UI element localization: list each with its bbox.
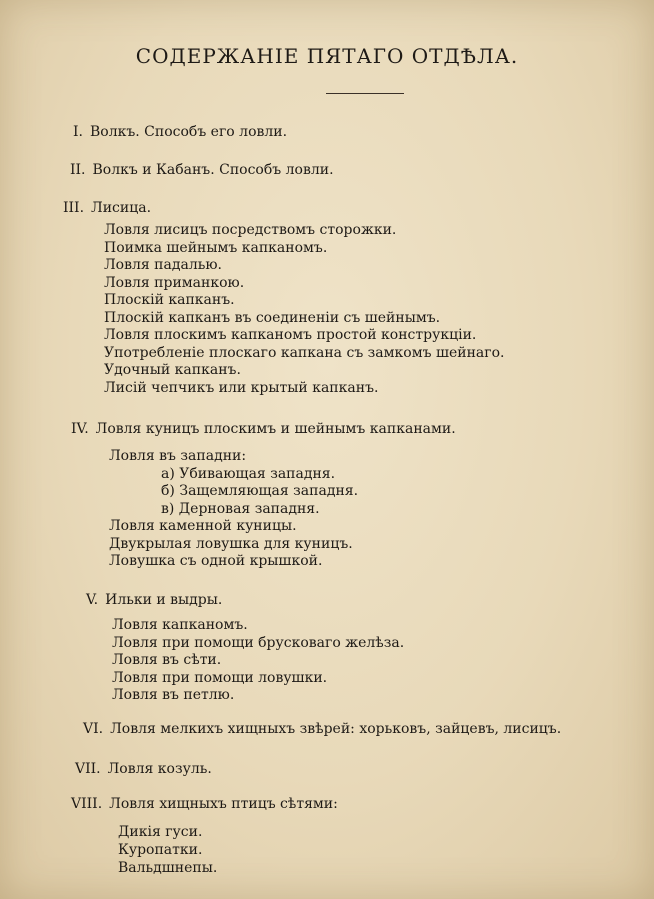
section-number: VIII.: [71, 796, 103, 812]
list-item: Ловля плоскимъ капканомъ простой конструкціи.: [104, 327, 477, 343]
list-item: Плоскій капканъ.: [104, 292, 235, 308]
section-number: VII.: [75, 761, 101, 777]
section-title: Ловля мелкихъ хищныхъ звѣрей: хорьковъ, зайцевъ, лисицъ.: [110, 721, 562, 737]
section-title: Ловля козуль.: [107, 761, 212, 777]
section-title: Волкъ и Кабанъ. Способъ ловли.: [92, 162, 334, 178]
section-title: Волкъ. Способъ его ловли.: [89, 124, 288, 140]
section-title: Ловля хищныхъ птицъ сѣтями:: [109, 796, 338, 812]
list-item: б) Защемляющая западня.: [161, 483, 359, 499]
section-2: [70, 162, 334, 179]
section-5: [86, 592, 222, 609]
section-5-items: [112, 617, 404, 705]
section-7: [75, 761, 212, 778]
list-item: Удочный капканъ.: [104, 362, 241, 378]
section-8: [71, 796, 338, 813]
list-item: Дикія гуси.: [118, 824, 203, 840]
list-item: Вальдшнепы.: [118, 860, 218, 876]
section-title: Ловля куницъ плоскимъ и шейнымъ капканами.: [95, 421, 456, 437]
list-item: Ловля лисицъ посредствомъ сторожки.: [104, 222, 397, 238]
section-1: [73, 124, 287, 141]
list-item: Ловля каменной куницы.: [109, 518, 297, 534]
list-item: Ловля въ петлю.: [112, 687, 235, 703]
section-number: VI.: [83, 721, 104, 737]
list-item: Ловля капканомъ.: [112, 617, 248, 633]
list-item: Плоскій капканъ въ соединеніи съ шейнымъ.: [104, 309, 441, 326]
section-3: [63, 200, 151, 217]
title-rule: [326, 93, 404, 94]
list-item: а) Убивающая западня.: [161, 465, 336, 482]
list-item: Употребленіе плоскаго капкана съ замкомъ шейнаго.: [104, 344, 505, 361]
page-title: СОДЕРЖАНІЕ ПЯТАГО ОТДѢЛА.: [135, 44, 519, 68]
list-item: Лисій чепчикъ или крытый капканъ.: [104, 379, 379, 396]
list-item: Поимка шейнымъ капканомъ.: [104, 239, 328, 256]
list-item: Куропатки.: [118, 842, 203, 858]
section-number: III.: [63, 200, 85, 216]
list-item: Ловля въ сѣти.: [112, 652, 222, 668]
section-number: IV.: [71, 421, 89, 437]
list-item: Двукрылая ловушка для куницъ.: [109, 535, 353, 552]
section-number: V.: [86, 592, 99, 608]
section-3-items: [104, 222, 505, 397]
list-item: в) Дерновая западня.: [161, 500, 320, 517]
section-title: Лисица.: [91, 200, 152, 216]
list-item: Ловля въ западни:: [109, 448, 247, 464]
section-4-items: [109, 448, 358, 571]
list-item: Ловля при помощи брусковаго желѣза.: [112, 634, 405, 651]
section-8-items: [118, 823, 217, 877]
list-item: Ловушка съ одной крышкой.: [109, 553, 323, 569]
section-title: Ильки и выдры.: [105, 592, 223, 608]
section-number: II.: [70, 162, 86, 178]
list-item: Ловля приманкою.: [104, 274, 245, 291]
section-number: I.: [73, 124, 83, 140]
list-item: Ловля при помощи ловушки.: [112, 669, 328, 686]
section-4: [71, 421, 456, 438]
section-6: [83, 721, 561, 738]
list-item: Ловля падалью.: [104, 257, 222, 273]
